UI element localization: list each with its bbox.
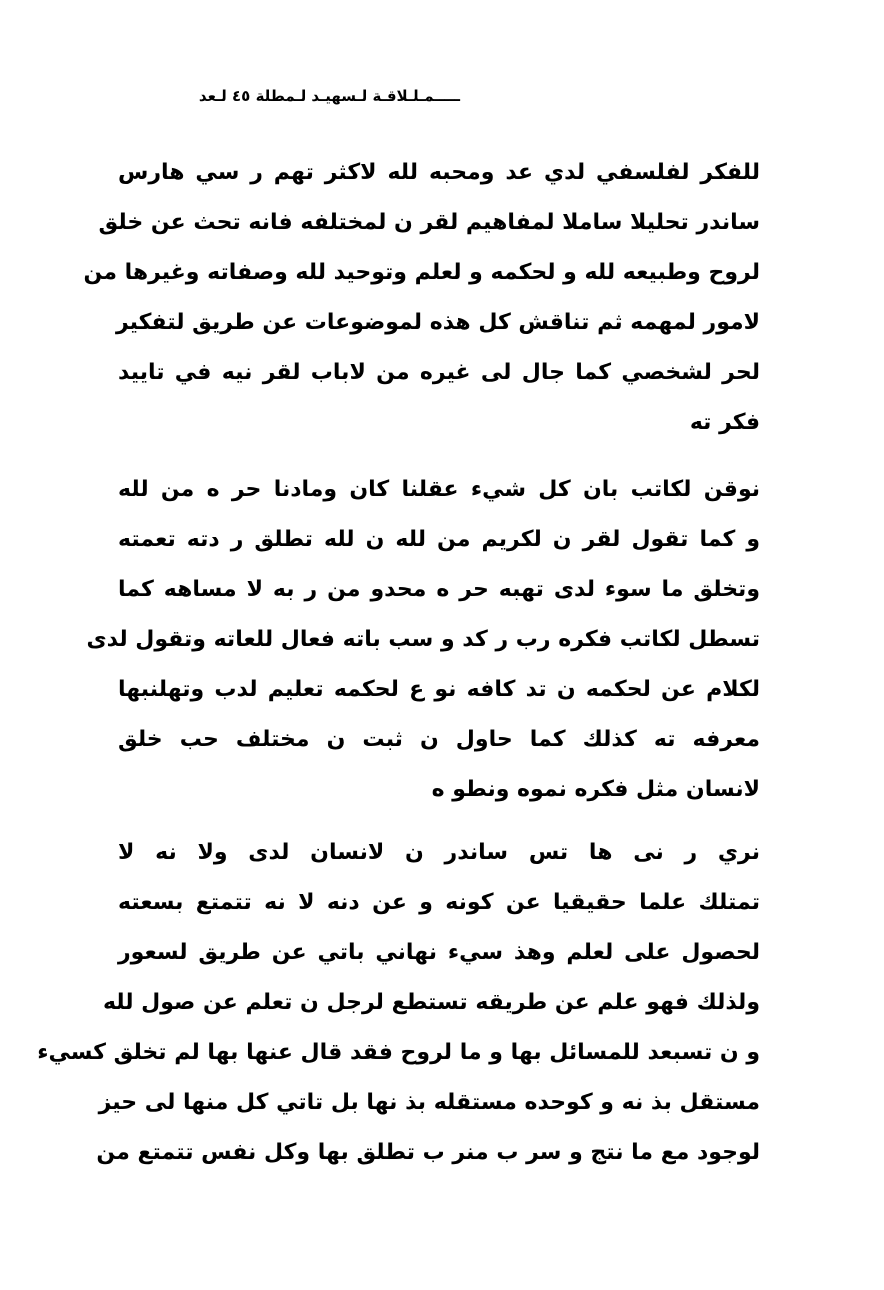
text-line: تمتلك علما حقيقيا عن كونه و عن دنه لا نه تتمتع بسعته <box>118 890 760 915</box>
text-line: ولذلك فهو علم عن طريقه تستطع لرجل ن تعلم عن صول لله <box>102 990 760 1015</box>
text-line: مستقل بذ نه و كوحده مستقله بذ نها بل تاتي كل منها لى حيز <box>98 1090 760 1115</box>
text-line: لانسان مثل فكره نموه ونطو ه <box>431 777 760 802</box>
text-line: نوقن لكاتب بان كل شيء عقلنا كان ومادنا حر ه من لله <box>118 477 760 502</box>
text-line: معرفه ته كذلك كما حاول ن ثبت ن مختلف حب خلق <box>118 727 760 752</box>
text-line: ساندر تحليلا ساملا لمفاهيم لقر ن لمختلفه فانه تحث عن خلق <box>98 210 760 235</box>
text-line: نري ر نى ها تس ساندر ن لانسان لدى ولا نه لا <box>118 840 760 865</box>
paragraph-1 <box>83 148 760 448</box>
text-line: تسطل لكاتب فكره رب ر كد و سب باته فعال للعاته وتقول لدى <box>86 627 760 652</box>
text-line: لكلام عن لحكمه ن تد كافه نو ع لحكمه تعليم لدب وتهلنبها <box>118 677 760 702</box>
text-line: و ن تسبعد للمسائل بها و ما لروح فقد قال عنها بها لم تخلق كسيء <box>37 1040 760 1065</box>
paragraph-3 <box>37 828 760 1178</box>
text-line: وتخلق ما سوء لدى تهبه حر ه محدو من ر به لا مساهه كما <box>118 577 760 602</box>
text-line: لامور لمهمه ثم تناقش كل هذه لموضوعات عن طريق لتفكير <box>115 310 760 335</box>
text-line: لحر لشخصي كما جال لى غيره من لاباب لقر نيه في تاييد <box>118 360 760 385</box>
text-line: لروح وطبيعه لله و لحكمه و لعلم وتوحيد لله وصفاته وغيرها من <box>83 260 760 285</box>
text-line: للفكر لفلسفي لدي عد ومحبه لله لاكثر تهم ر سي هارس <box>118 160 760 185</box>
text-line: لوجود مع ما نتج و سر ب منر ب تطلق بها وكل نفس تتمتع من <box>96 1140 760 1165</box>
text-line: لحصول على لعلم وهذ سيء نهاني باتي عن طريق لسعور <box>118 940 760 965</box>
running-header: ـــــمـلـلاقـة لـسهيـد لـمطلة ٤٥ لـعد <box>198 87 460 105</box>
text-line: فكر ته <box>689 410 760 435</box>
text-line: و كما تقول لقر ن لكريم من لله ن لله تطلق ر دته تعمته <box>118 527 760 552</box>
paragraph-2 <box>86 465 760 815</box>
